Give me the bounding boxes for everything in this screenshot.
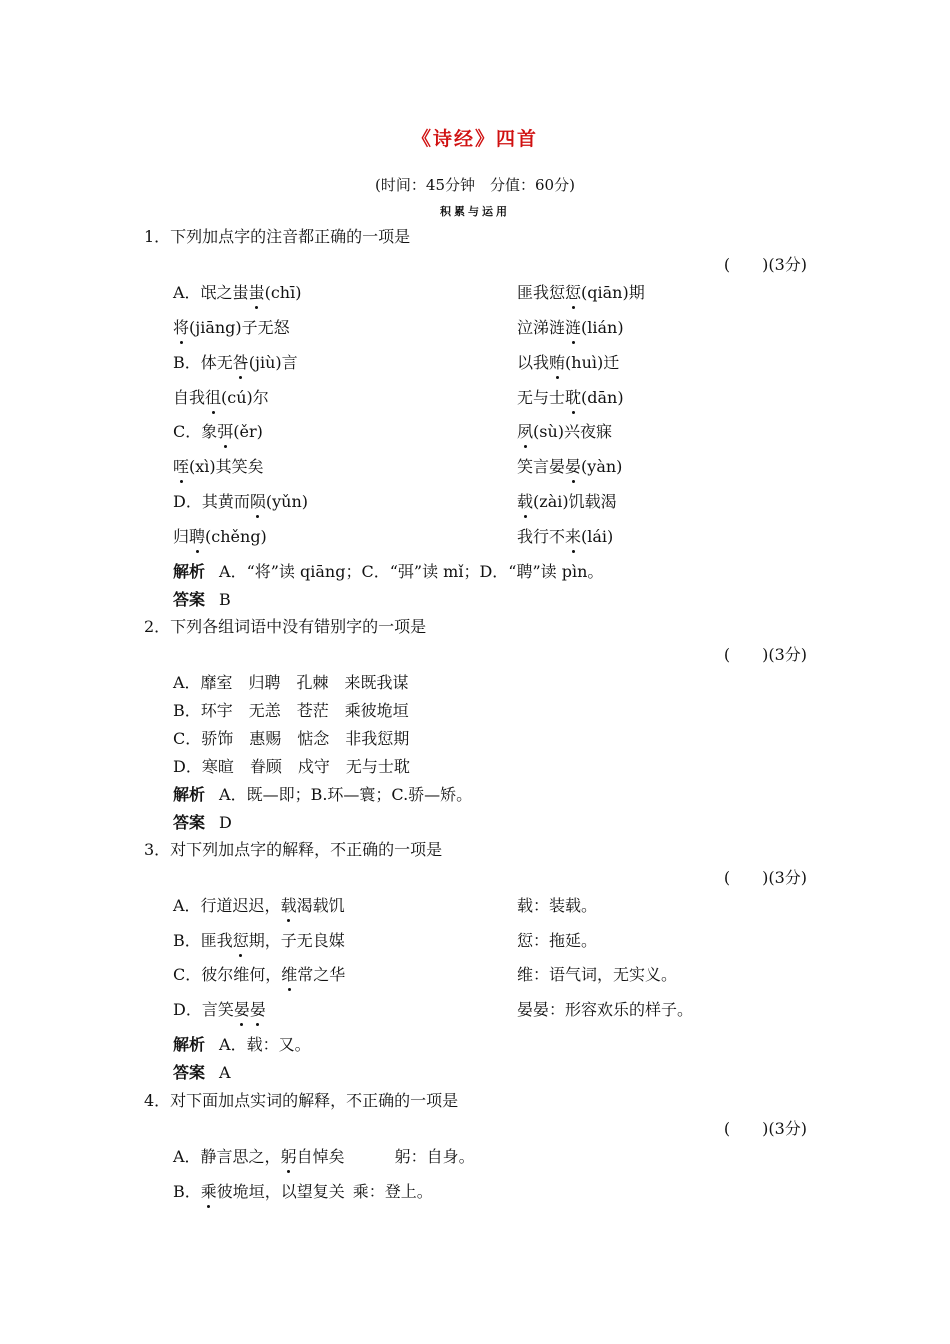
q1-option-b-left-2: 自我徂(cú)尔 bbox=[173, 388, 269, 407]
dotted-char: 徂 bbox=[205, 388, 222, 407]
q1-option-b-right-1: 以我贿(huì)迁 bbox=[517, 353, 620, 372]
dotted-char: 来 bbox=[565, 527, 582, 546]
q1-option-b-left-1: B．体无咎(jiù)言 bbox=[173, 353, 298, 372]
dotted-char: 将 bbox=[173, 318, 190, 337]
dotted-char: 乘 bbox=[200, 1182, 217, 1201]
q1-option-d-right-1: 载(zài)饥载渴 bbox=[517, 492, 617, 511]
question-4-stem: 4．对下面加点实词的解释，不正确的一项是 bbox=[144, 1091, 459, 1110]
q1-option-c-left-2: 咥(xì)其笑矣 bbox=[173, 457, 264, 476]
q2-option-b: B．环宇 无恙 苍茫 乘彼垝垣 bbox=[173, 701, 409, 720]
question-1-score: ( )(3分) bbox=[723, 255, 807, 274]
dotted-char: 咎 bbox=[232, 353, 249, 372]
q4-option-b: B．乘彼垝垣，以望复关 乘：登上。 bbox=[173, 1182, 433, 1201]
q3-option-d-gloss: 晏晏：形容欢乐的样子。 bbox=[517, 1000, 694, 1019]
q3-option-d: D．言笑晏晏 bbox=[173, 1000, 266, 1019]
dotted-char: 载 bbox=[517, 492, 534, 511]
page-title: 《诗经》四首 bbox=[411, 128, 538, 150]
dotted-char: 夙 bbox=[517, 422, 534, 441]
q1-option-c-right-1: 夙(sù)兴夜寐 bbox=[517, 422, 613, 441]
section-heading: 积累与运用 bbox=[440, 205, 510, 218]
question-2-stem: 2．下列各组词语中没有错别字的一项是 bbox=[144, 617, 427, 636]
q3-option-c: C．彼尔维何，维常之华 bbox=[173, 965, 346, 984]
q1-answer: 答案 B bbox=[173, 590, 231, 609]
dotted-char: 晏 bbox=[249, 1000, 266, 1019]
dotted-char: 贿 bbox=[549, 353, 566, 372]
q2-option-a: A．靡室 归聘 孔棘 来既我谋 bbox=[173, 673, 409, 692]
q1-option-c-left-1: C．象弭(ěr) bbox=[173, 422, 263, 441]
q1-option-a-right-1: 匪我愆愆(qiān)期 bbox=[517, 283, 645, 302]
q1-option-d-left-1: D．其黄而陨(yǔn) bbox=[173, 492, 308, 511]
dotted-char: 陨 bbox=[249, 492, 266, 511]
q1-analysis: 解析 A．“将”读 qiāng；C．“弭”读 mǐ；D．“聘”读 pìn。 bbox=[173, 562, 604, 581]
dotted-char: 耽 bbox=[565, 388, 582, 407]
dotted-char: 聘 bbox=[189, 527, 206, 546]
dotted-char: 维 bbox=[281, 965, 298, 984]
q1-option-a-left-1: A．氓之蚩蚩(chī) bbox=[173, 283, 302, 302]
q3-analysis: 解析 A．载：又。 bbox=[173, 1035, 311, 1054]
dotted-char: 弭 bbox=[217, 422, 234, 441]
dotted-char: 蚩 bbox=[248, 283, 265, 302]
q2-option-d: D．寒暄 眷顾 戍守 无与士耽 bbox=[173, 757, 410, 776]
dotted-char: 咥 bbox=[173, 457, 190, 476]
q3-option-a: A．行道迟迟，载渴载饥 bbox=[173, 896, 345, 915]
q2-option-c: C．骄饰 惠赐 惦念 非我愆期 bbox=[173, 729, 410, 748]
time-score-info: (时间：45分钟 分值：60分) bbox=[375, 176, 575, 194]
q1-option-d-left-2: 归聘(chěng) bbox=[173, 527, 267, 546]
question-2-score: ( )(3分) bbox=[723, 645, 807, 664]
q1-option-c-right-2: 笑言晏晏(yàn) bbox=[517, 457, 623, 476]
dotted-char: 晏 bbox=[565, 457, 582, 476]
q1-option-a-right-2: 泣涕涟涟(lián) bbox=[517, 318, 624, 337]
dotted-char: 愆 bbox=[565, 283, 582, 302]
q3-option-b-gloss: 愆：拖延。 bbox=[517, 931, 598, 950]
q3-answer: 答案 A bbox=[173, 1063, 231, 1082]
q1-option-b-right-2: 无与士耽(dān) bbox=[517, 388, 624, 407]
q4-option-b-gloss: 乘：登上。 bbox=[352, 1182, 433, 1201]
dotted-char: 涟 bbox=[565, 318, 582, 337]
question-4-score: ( )(3分) bbox=[723, 1119, 807, 1138]
dotted-char: 载 bbox=[280, 896, 297, 915]
dotted-char: 晏 bbox=[233, 1000, 250, 1019]
question-1-stem: 1．下列加点字的注音都正确的一项是 bbox=[144, 227, 411, 246]
q3-option-c-gloss: 维：语气词，无实义。 bbox=[517, 965, 678, 984]
q1-option-a-left-2: 将(jiāng)子无怒 bbox=[173, 318, 290, 337]
q3-option-b: B．匪我愆期，子无良媒 bbox=[173, 931, 345, 950]
q1-option-d-right-2: 我行不来(lái) bbox=[517, 527, 614, 546]
question-3-score: ( )(3分) bbox=[723, 868, 807, 887]
dotted-char: 愆 bbox=[232, 931, 249, 950]
q2-analysis: 解析 A．既—即；B.环—寰；C.骄—矫。 bbox=[173, 785, 473, 804]
q4-option-a-gloss: 躬：自身。 bbox=[394, 1147, 475, 1166]
q2-answer: 答案 D bbox=[173, 813, 232, 832]
dotted-char: 躬 bbox=[280, 1147, 297, 1166]
question-3-stem: 3．对下列加点字的解释，不正确的一项是 bbox=[144, 840, 443, 859]
q4-option-a: A．静言思之，躬自悼矣 躬：自身。 bbox=[173, 1147, 475, 1166]
q3-option-a-gloss: 载：装载。 bbox=[517, 896, 598, 915]
